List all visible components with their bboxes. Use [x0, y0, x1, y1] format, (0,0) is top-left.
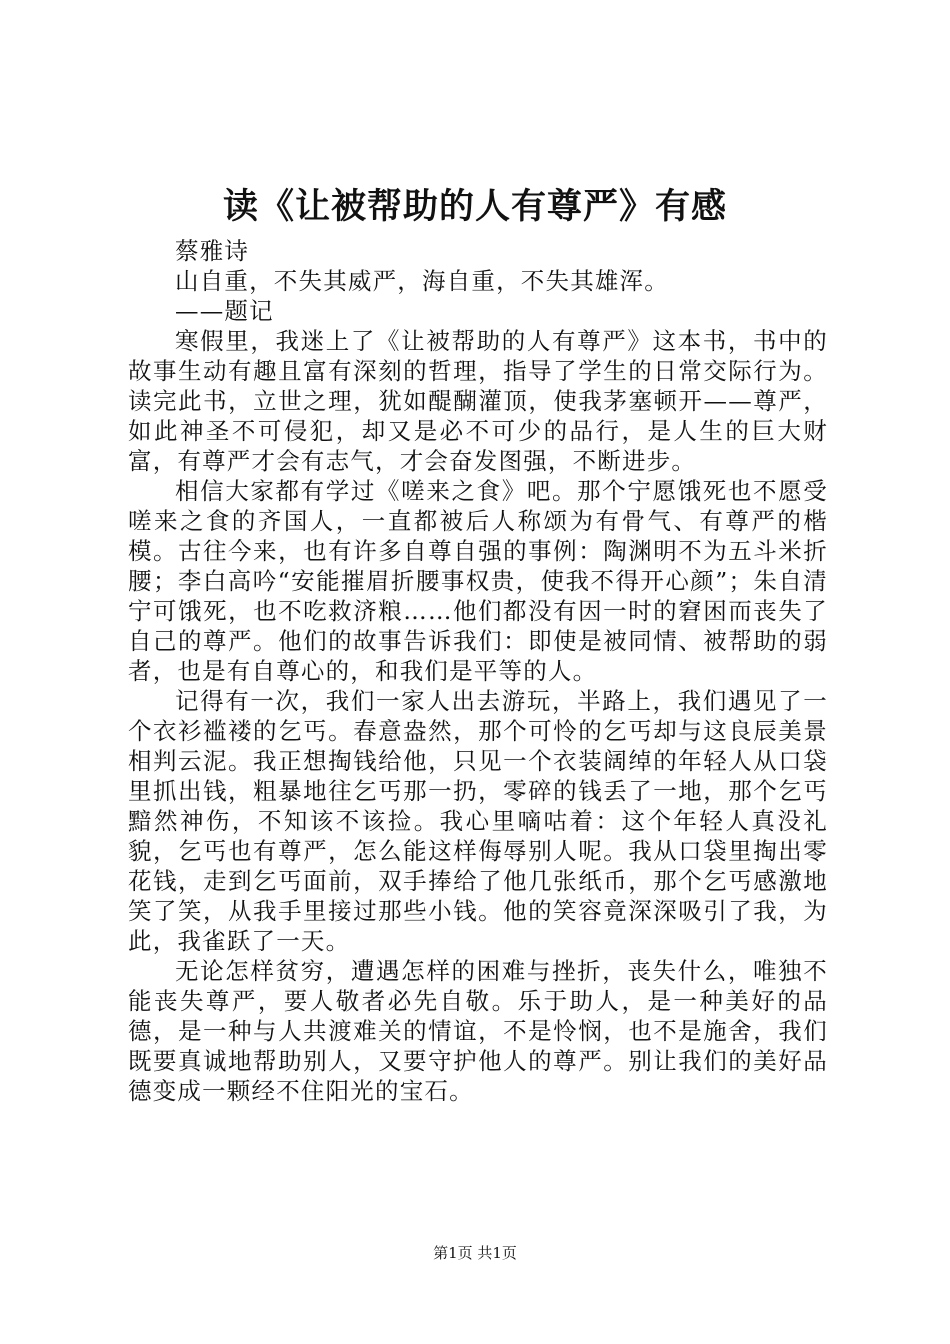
author-line: 蔡雅诗: [175, 237, 250, 265]
document-body: [128, 236, 828, 1106]
body-paragraph-4: 无论怎样贫穷，遭遇怎样的困难与挫折，丧失什么，唯独不能丧失尊严，要人敬者必先自敬。乐于助人，是一种美好的品德，是一种与人共渡难关的情谊，不是怜悯，也不是施舍，我们既要真诚地帮助别人，又要守护他人的尊严。别让我们的美好品德变成一颗经不住阳光的宝石。: [128, 957, 828, 1105]
body-paragraph-2: 相信大家都有学过《嗟来之食》吧。那个宁愿饿死也不愿受嗟来之食的齐国人，一直都被后人称颂为有骨气、有尊严的楷模。古往今来，也有许多自尊自强的事例：陶渊明不为五斗米折腰；李白高吟“安能摧眉折腰事权贵，使我不得开心颜”；朱自清宁可饿死，也不吃救济粮……他们都没有因一时的窘困而丧失了自己的尊严。他们的故事告诉我们：即使是被同情、被帮助的弱者，也是有自尊心的，和我们是平等的人。: [128, 477, 828, 685]
body-paragraph-1: 寒假里，我迷上了《让被帮助的人有尊严》这本书，书中的故事生动有趣且富有深刻的哲理，指导了学生的日常交际行为。读完此书，立世之理，犹如醍醐灌顶，使我茅塞顿开——尊严，如此神圣不可侵犯，却又是必不可少的品行，是人生的巨大财富，有尊严才会有志气，才会奋发图强，不断进步。: [128, 327, 828, 475]
epigraph-source: ——题记: [175, 297, 274, 325]
body-paragraph-3: 记得有一次，我们一家人出去游玩，半路上，我们遇见了一个衣衫褴褛的乞丐。春意盎然，那个可怜的乞丐却与这良辰美景相判云泥。我正想掏钱给他，只见一个衣装阔绰的年轻人从口袋里抓出钱，粗暴地往乞丐那一扔，零碎的钱丢了一地，那个乞丐黯然神伤，不知该不该捡。我心里嘀咕着：这个年轻人真没礼貌，乞丐也有尊严，怎么能这样侮辱别人呢。我从口袋里掏出零花钱，走到乞丐面前，双手捧给了他几张纸币，那个乞丐感激地笑了笑，从我手里接过那些小钱。他的笑容竟深深吸引了我，为此，我雀跃了一天。: [128, 687, 828, 955]
epigraph: 山自重，不失其威严，海自重，不失其雄浑。: [175, 267, 669, 295]
document-title: 读《让被帮助的人有尊严》有感: [222, 186, 727, 227]
page-number-footer: 第1页 共1页: [433, 1244, 517, 1262]
